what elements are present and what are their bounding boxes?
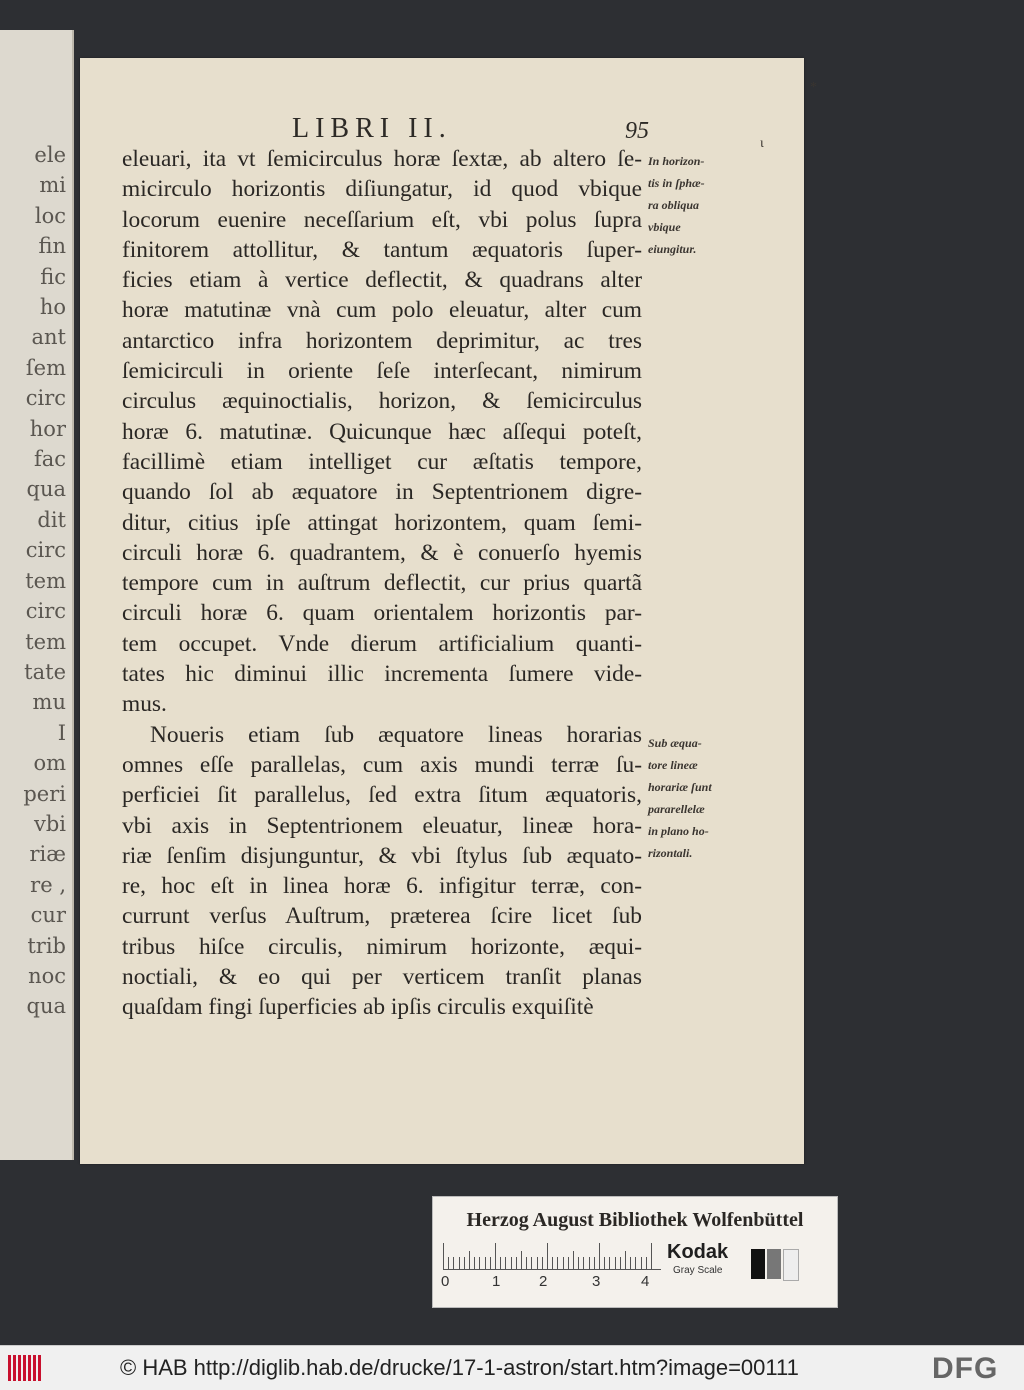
ruler-tick bbox=[453, 1257, 454, 1269]
ruler-tick bbox=[552, 1257, 553, 1269]
previous-page-fragment: fin bbox=[38, 234, 66, 259]
ruler-tick bbox=[448, 1257, 449, 1269]
previous-page-fragment: om bbox=[33, 751, 66, 776]
text-line: horæ 6. matutinæ. Quicunque hæc aſſequi poteſt, bbox=[122, 418, 642, 445]
text-line: circuli horæ 6. quadrantem, & è conuerſo hyemis bbox=[122, 539, 642, 566]
ruler-tick bbox=[537, 1257, 538, 1269]
text-line: tates hic diminui illic incrementa ſumere vide- bbox=[122, 661, 642, 688]
ruler-tick bbox=[599, 1243, 600, 1269]
ruler-tick bbox=[615, 1257, 616, 1269]
previous-page-fragment: qua bbox=[26, 477, 66, 502]
text-line: omnes eſſe parallelas, cum axis mundi terræ ſu- bbox=[122, 751, 642, 778]
text-line: tem occupet. Vnde dierum artificialium quanti- bbox=[122, 630, 642, 657]
ruler-tick bbox=[568, 1257, 569, 1269]
ruler-tick bbox=[500, 1257, 501, 1269]
ruler-tick bbox=[469, 1251, 470, 1269]
previous-page-fragment: loc bbox=[34, 203, 66, 228]
running-head: LIBRI II. bbox=[292, 113, 452, 144]
ruler-tick bbox=[563, 1257, 564, 1269]
previous-page-fragment: tem bbox=[25, 629, 66, 654]
ruler-tick bbox=[542, 1257, 543, 1269]
scale-number: 0 bbox=[441, 1273, 450, 1290]
ruler-tick bbox=[573, 1251, 574, 1269]
ruler-tick bbox=[635, 1257, 636, 1269]
ruler-tick bbox=[609, 1257, 610, 1269]
scale-number: 3 bbox=[592, 1273, 601, 1290]
ruler-tick bbox=[630, 1257, 631, 1269]
previous-page-fragment: circ bbox=[25, 599, 66, 624]
text-line: ditur, citius ipſe attingat horizontem, quam ſemi- bbox=[122, 509, 642, 536]
text-line: re, hoc eſt in linea horæ 6. infigitur terræ, con- bbox=[122, 873, 642, 900]
previous-page-fragment: ho bbox=[39, 295, 66, 320]
margin-note-line: tore lineæ bbox=[648, 758, 698, 772]
ruler-tick bbox=[443, 1243, 444, 1269]
text-line: horæ matutinæ vnà cum polo eleuatur, alter cum bbox=[122, 297, 642, 324]
text-line: mus. bbox=[122, 691, 167, 718]
text-line: antarctico infra horizontem deprimitur, ac tres bbox=[122, 327, 642, 354]
margin-note-line: tis in ſphæ- bbox=[648, 176, 705, 190]
previous-page-fragment: noc bbox=[28, 963, 66, 988]
text-line: vbi axis in Septentrionem eleuatur, lineæ hora- bbox=[122, 812, 642, 839]
previous-page-fragment: circ bbox=[25, 538, 66, 563]
previous-page-fragment: ele bbox=[34, 143, 66, 167]
previous-page-fragment: ant bbox=[31, 325, 66, 350]
ruler-tick bbox=[526, 1257, 527, 1269]
ruler-tick bbox=[459, 1257, 460, 1269]
text-line: perficiei ſit parallelus, ſed extra ſitum æquatoris, bbox=[122, 782, 642, 809]
previous-page-fragment: mi bbox=[39, 173, 66, 198]
gray-swatch-black bbox=[751, 1249, 765, 1279]
previous-page-fragment: mu bbox=[32, 690, 66, 715]
ruler-tick bbox=[594, 1257, 595, 1269]
ruler-tick bbox=[521, 1251, 522, 1269]
previous-page-fragment: riæ bbox=[29, 842, 66, 867]
ruler-tick bbox=[583, 1257, 584, 1269]
previous-page-fragment: hor bbox=[29, 416, 66, 441]
text-line: tribus hiſce circulis, nimirum horizonte, æqui- bbox=[122, 933, 642, 960]
dfg-logo: DFG bbox=[932, 1352, 999, 1385]
ruler-tick bbox=[479, 1257, 480, 1269]
copyright-link[interactable]: © HAB http://diglib.hab.de/drucke/17-1-astron/start.htm?image=00111 bbox=[120, 1355, 799, 1380]
text-line: circulus æquinoctialis, horizon, & ſemicirculus bbox=[122, 388, 642, 415]
previous-page-fragment: dit bbox=[37, 507, 66, 532]
scale-number: 2 bbox=[539, 1273, 548, 1290]
text-line: finitorem attollitur, & tantum æquatoris ſuper- bbox=[122, 236, 642, 263]
previous-page-fragment: ſem bbox=[25, 355, 66, 380]
gray-swatch-white bbox=[783, 1249, 799, 1281]
previous-page-fragment: I bbox=[57, 720, 66, 745]
text-line: quaſdam fingi ſuperficies ab ipſis circulis exquiſitè bbox=[122, 994, 594, 1021]
text-line: Noueris etiam ſub æquatore lineas horarias bbox=[150, 721, 642, 748]
margin-note-line: pararellelæ bbox=[648, 802, 705, 816]
previous-page-fragment: peri bbox=[23, 781, 66, 806]
corner-mark: * bbox=[810, 80, 817, 95]
ruler-tick bbox=[531, 1257, 532, 1269]
ruler-tick bbox=[589, 1257, 590, 1269]
ruler-tick bbox=[651, 1243, 652, 1269]
margin-note-line: rizontali. bbox=[648, 846, 693, 860]
margin-note-line: vbique bbox=[648, 220, 681, 234]
ruler-scale bbox=[443, 1243, 661, 1270]
ruler-tick bbox=[604, 1257, 605, 1269]
hab-logo-icon bbox=[8, 1355, 48, 1381]
footer-bar bbox=[0, 1345, 1024, 1390]
margin-note-horizon bbox=[648, 150, 740, 260]
text-line: eleuari, ita vt ſemicirculus horæ ſextæ, ab altero ſe- bbox=[122, 146, 642, 172]
ruler-tick bbox=[505, 1257, 506, 1269]
scale-number: 4 bbox=[641, 1273, 650, 1290]
corner-mark: ι bbox=[760, 136, 764, 151]
book-page bbox=[80, 58, 817, 1164]
body-text bbox=[122, 144, 642, 1023]
ruler-tick bbox=[474, 1257, 475, 1269]
previous-page-fragment: vbi bbox=[33, 811, 66, 836]
text-line: tempore cum in auſtrum deflectit, cur prius quartã bbox=[122, 570, 642, 597]
ruler-tick bbox=[464, 1257, 465, 1269]
margin-note-line: ra obliqua bbox=[648, 198, 700, 212]
ruler-tick bbox=[516, 1257, 517, 1269]
ruler-tick bbox=[547, 1243, 548, 1269]
margin-note-line: horariæ ſunt bbox=[648, 780, 712, 794]
text-line: quando ſol ab æquatore in Septentrionem digre- bbox=[122, 479, 642, 506]
previous-page-edge bbox=[0, 30, 74, 1160]
gray-swatch-mid bbox=[767, 1249, 781, 1279]
previous-page-fragment: fac bbox=[33, 447, 66, 472]
scale-number: 1 bbox=[492, 1273, 501, 1290]
previous-page-fragment: cur bbox=[30, 903, 66, 928]
color-calibration-card bbox=[432, 1196, 838, 1308]
margin-note-line: in plano ho- bbox=[648, 824, 709, 838]
margin-note-line: eiungitur. bbox=[648, 242, 697, 256]
margin-note-line: In horizon- bbox=[648, 154, 705, 168]
ruler-tick bbox=[557, 1257, 558, 1269]
previous-page-fragment: circ bbox=[25, 386, 66, 411]
ruler-tick bbox=[495, 1243, 496, 1269]
page-number: 95 bbox=[625, 118, 649, 144]
previous-page-fragment: trib bbox=[27, 933, 66, 958]
previous-page-fragment: tem bbox=[25, 568, 66, 593]
ruler-tick bbox=[485, 1257, 486, 1269]
text-line: riæ ſenſim disjunguntur, & vbi ſtylus ſub æquato- bbox=[122, 842, 642, 869]
text-line: ficies etiam à vertice deflectit, & quadrans alter bbox=[122, 267, 642, 294]
ruler-tick bbox=[646, 1257, 647, 1269]
ruler-tick bbox=[578, 1257, 579, 1269]
previous-page-fragment: re , bbox=[30, 872, 66, 897]
ruler-tick bbox=[625, 1251, 626, 1269]
text-line: circuli horæ 6. quam orientalem horizontis par- bbox=[122, 600, 642, 627]
gray-scale-label: Gray Scale bbox=[673, 1265, 723, 1276]
library-name: Herzog August Bibliothek Wolfenbüttel bbox=[466, 1209, 804, 1231]
previous-page-fragment: fic bbox=[40, 264, 66, 289]
text-line: noctiali, & eo qui per verticem tranſit planas bbox=[122, 964, 642, 991]
previous-page-fragment: qua bbox=[26, 994, 66, 1019]
text-line: facillimè etiam intelliget cur æſtatis tempore, bbox=[122, 448, 642, 475]
ruler-tick bbox=[620, 1257, 621, 1269]
text-line: locorum euenire neceſſarium eſt, vbi polus ſupra bbox=[122, 206, 642, 233]
ruler-tick bbox=[641, 1257, 642, 1269]
previous-page-fragment: tate bbox=[24, 659, 66, 684]
margin-note-equator bbox=[648, 732, 740, 864]
margin-note-line: Sub æqua- bbox=[648, 736, 702, 750]
ruler-tick bbox=[490, 1257, 491, 1269]
text-line: micirculo horizontis diſiungatur, id quod vbique bbox=[122, 176, 642, 203]
kodak-logo: Kodak bbox=[667, 1241, 729, 1263]
previous-page-text bbox=[0, 140, 72, 1040]
text-line: ſemicirculi in oriente ſeſe interſecant, nimirum bbox=[122, 358, 642, 385]
ruler-tick bbox=[511, 1257, 512, 1269]
text-line: currunt verſus Auſtrum, præterea ſcire licet ſub bbox=[122, 903, 642, 930]
